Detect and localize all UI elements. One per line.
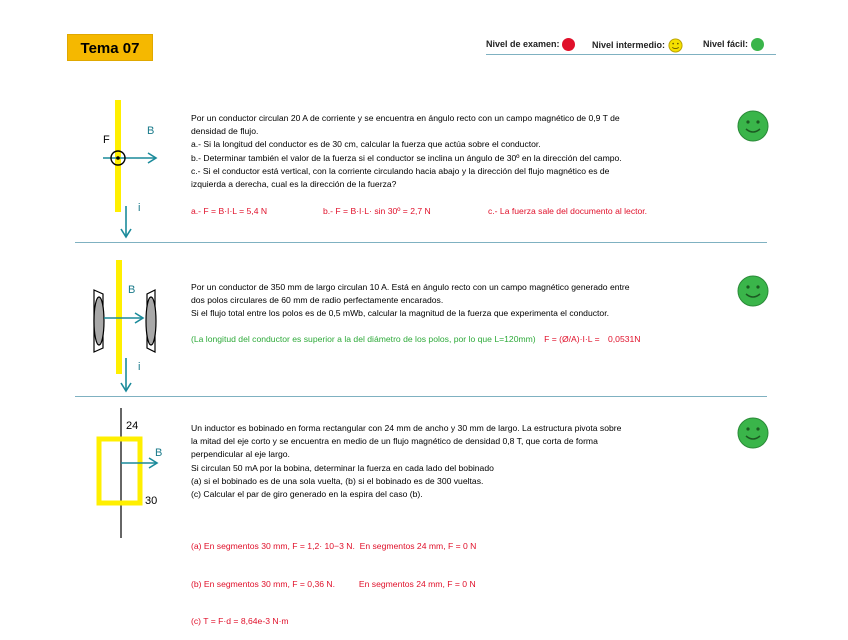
problem1-line: densidad de flujo. [191, 126, 259, 137]
problem3-answer-line: (b) En segmentos 30 mm, F = 0,36 N. En segmentos 24 mm, F = 0 N [191, 578, 476, 589]
figure1-label-b: B [147, 125, 155, 137]
problem2-line: Si el flujo total entre los polos es de 0,5 mWb, calcular la magnitud de la fuerza que experimenta el conductor. [191, 308, 609, 319]
problem1-line: c.- Si el conductor está vertical, con la corriente circulando hacia abajo y la dirección del flujo magnético es de [191, 165, 610, 176]
legend-exam [486, 38, 575, 51]
problem3-line: Si circulan 50 mA por la bobina, determinar la fuerza en cada lado del bobinado [191, 462, 494, 473]
problem1-line: izquierda a derecha, cual es la dirección de la fuerza? [191, 179, 397, 190]
coil-frame [99, 439, 140, 503]
conductor-bar [116, 260, 122, 374]
problem1-statement [191, 112, 622, 191]
legend-intermediate [592, 38, 683, 53]
problem2-line: dos polos circulares de 60 mm de radio perfectamente encarados. [191, 295, 444, 306]
problem3-line: (a) si el bobinado es de una sola vuelta, (b) si el bobinado es de 300 vueltas. [191, 475, 484, 486]
figure3-label-width: 24 [126, 420, 139, 432]
problem2-answer-value: 0,0531N [608, 334, 641, 344]
section-divider [75, 242, 767, 243]
problem2-answer-formula: F = (Ø/A)·I·L = [544, 334, 600, 344]
problem2-answer-note: (La longitud del conductor es superior a la del diámetro de los polos, por lo que L=120mm) [191, 334, 536, 344]
smiley-face-icon [737, 417, 769, 449]
figure-conductor-1 [95, 100, 165, 240]
problem1-answer-a: a.- F = B·I·L = 5,4 N [191, 206, 268, 216]
figure2-label-b: B [128, 284, 136, 296]
legend-intermediate-label: Nivel intermedio: [592, 39, 666, 50]
smiley-face-icon [737, 275, 769, 307]
red-circle-icon [562, 38, 575, 51]
green-circle-icon [751, 38, 764, 51]
problem3-line: perpendicular al eje largo. [191, 449, 290, 460]
problem1-answer-b: b.- F = B·I·L· sin 30º = 2,7 N [323, 206, 431, 216]
conductor-bar [115, 100, 121, 212]
problem1-line: Por un conductor circulan 20 A de corriente y se encuentra en ángulo recto con un campo magnético de 0,9 T de [191, 113, 620, 123]
figure2-label-i: i [138, 361, 141, 373]
problem3-answer-line: (c) T = F·d = 8,64e-3 N·m [191, 616, 289, 626]
smiley-face-icon [737, 110, 769, 142]
neutral-face-icon [668, 38, 683, 53]
problem3-line: la mitad del eje corto y se encuentra en medio de un flujo magnético de densidad 0,8 T, que corta de forma [191, 436, 598, 447]
header-divider [486, 54, 776, 55]
problem3-line: (c) Calcular el par de giro generado en la espira del caso (b). [191, 489, 423, 500]
figure3-label-height: 30 [145, 495, 158, 507]
legend-easy-label: Nivel fácil: [703, 38, 749, 49]
problem2-answer [191, 334, 641, 344]
figure1-label-i: i [138, 202, 141, 214]
legend-easy [703, 38, 764, 51]
problem1-line: b.- Determinar también el valor de la fuerza si el conductor se inclina un ángulo de 30º en la dirección del campo. [191, 152, 622, 163]
problem3-answers [191, 515, 476, 640]
problem2-statement [191, 281, 630, 321]
problem3-statement [191, 422, 621, 501]
figure-conductor-2 [80, 258, 170, 398]
problem3-line: Un inductor es bobinado en forma rectangular con 24 mm de ancho y 30 mm de largo. La estructura pivota sobre [191, 423, 622, 433]
problem2-line: Por un conductor de 350 mm de largo circulan 10 A. Está en ángulo recto con un campo magnético generado entre [191, 282, 630, 292]
problem1-answer-c: c.- La fuerza sale del documento al lector. [488, 206, 648, 216]
figure3-label-b: B [155, 447, 163, 459]
problem3-answer-line: (a) En segmentos 30 mm, F = 1,2· 10−3 N. En segmentos 24 mm, F = 0 N [191, 541, 477, 551]
section-divider [75, 396, 767, 397]
legend-exam-label: Nivel de examen: [486, 38, 560, 49]
problem1-line: a.- Si la longitud del conductor es de 30 cm, calcular la fuerza que actúa sobre el conductor. [191, 139, 541, 150]
figure1-label-f: F [103, 134, 110, 146]
topic-badge: Tema 07 [67, 34, 153, 61]
